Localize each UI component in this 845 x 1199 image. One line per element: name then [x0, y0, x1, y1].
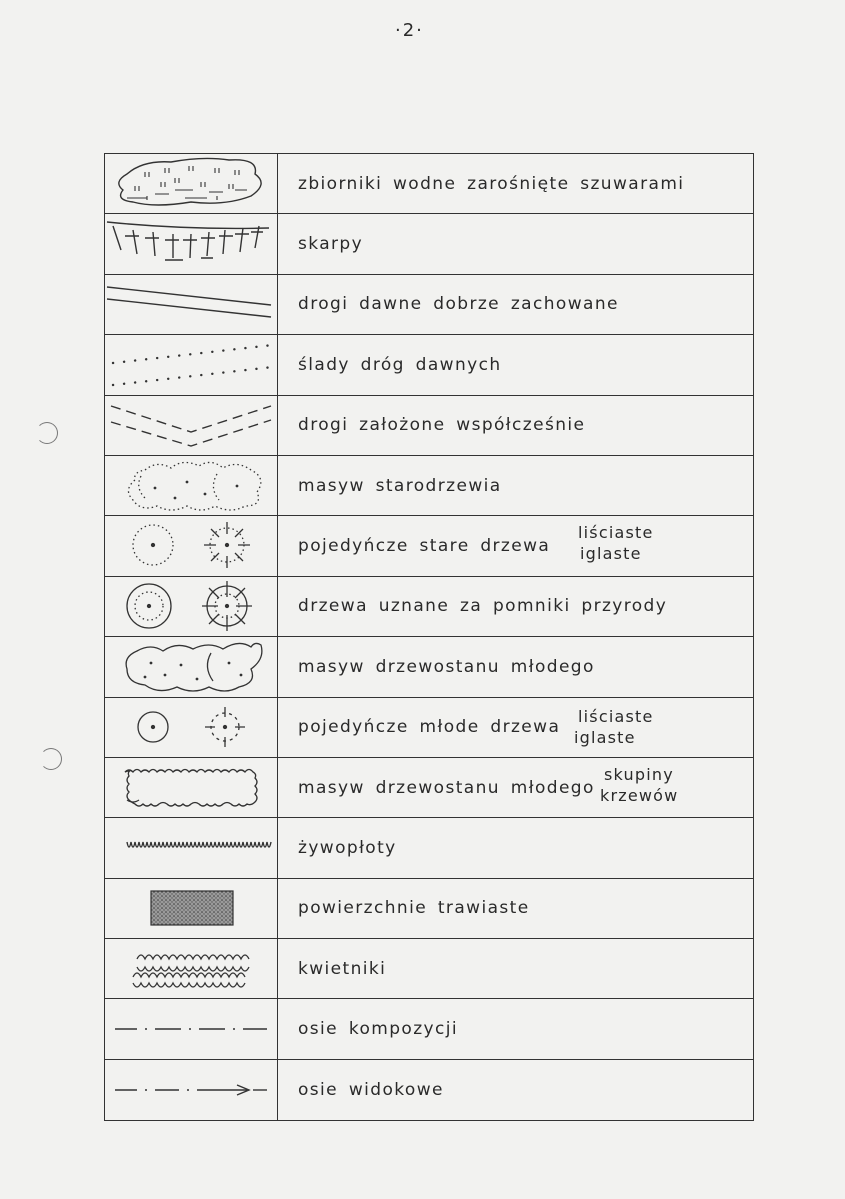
legend-label: drzewa uznane za pomniki przyrody: [298, 596, 668, 617]
modern-road-icon: [105, 396, 277, 454]
single-old-trees-icon: [105, 516, 277, 574]
side-label-groups: skupiny: [604, 764, 674, 784]
legend-symbol: [105, 879, 278, 938]
legend-symbol: [105, 698, 278, 757]
legend-symbol: [105, 154, 278, 213]
legend-label: ślady dróg dawnych: [298, 354, 502, 375]
legend-symbol: [105, 1060, 278, 1120]
legend-label: pojedyńcze stare drzewa: [298, 536, 551, 557]
legend-symbol: [105, 396, 278, 455]
page-number: ·2·: [395, 20, 424, 41]
side-label-shrubs: krzewów: [600, 785, 679, 805]
legend-row: [105, 698, 753, 758]
old-road-preserved-icon: [105, 275, 277, 333]
legend-symbol: [105, 456, 278, 515]
legend-row: [105, 335, 753, 395]
legend-row: [105, 577, 753, 637]
legend-row: [105, 758, 753, 818]
single-young-trees-icon: [105, 698, 277, 756]
legend-symbol: [105, 939, 278, 998]
side-label-deciduous: liściaste: [578, 706, 654, 726]
legend-row: [105, 516, 753, 576]
legend-symbol: [105, 275, 278, 334]
legend-label: skarpy: [298, 234, 364, 255]
legend-row: [105, 879, 753, 939]
flowerbed-icon: [105, 939, 277, 997]
legend-symbol: [105, 335, 278, 394]
embankment-icon: [105, 214, 277, 272]
legend-label: drogi założone współcześnie: [298, 415, 586, 436]
legend-row: [105, 396, 753, 456]
legend-row: [105, 939, 753, 999]
side-label-coniferous: iglaste: [580, 544, 642, 564]
natural-monument-trees-icon: [105, 577, 277, 635]
legend-label: masyw starodrzewia: [298, 475, 502, 496]
punch-hole-mark: [40, 748, 62, 770]
legend-row: [105, 818, 753, 878]
reed-water-icon: [105, 154, 277, 212]
legend-label: zbiorniki wodne zarośnięte szuwarami: [298, 173, 685, 194]
hedge-icon: [105, 818, 277, 876]
side-label-coniferous: iglaste: [574, 727, 636, 747]
legend-row: [105, 275, 753, 335]
legend-row: [105, 999, 753, 1059]
legend-symbol: [105, 214, 278, 273]
legend-label: masyw drzewostanu młodego: [298, 656, 595, 677]
legend-row: [105, 456, 753, 516]
old-road-traces-icon: [105, 335, 277, 393]
legend-symbol: [105, 577, 278, 636]
lawn-icon: [105, 879, 277, 937]
legend-symbol: [105, 637, 278, 696]
legend-label: kwietniki: [298, 958, 387, 979]
legend-symbol: [105, 818, 278, 877]
legend-row: [105, 154, 753, 214]
punch-hole-mark: [36, 422, 58, 444]
shrub-group-icon: [105, 758, 277, 816]
legend-symbol: [105, 758, 278, 817]
legend-label: żywopłoty: [298, 837, 397, 858]
view-axis-icon: [105, 1060, 277, 1118]
side-label-deciduous: liściaste: [578, 523, 654, 543]
legend-label: drogi dawne dobrze zachowane: [298, 294, 619, 315]
legend-label: masyw drzewostanu młodego: [298, 777, 595, 798]
legend-row: [105, 1060, 753, 1120]
legend-symbol: [105, 516, 278, 575]
legend-row: [105, 637, 753, 697]
legend-label: osie kompozycji: [298, 1019, 459, 1040]
old-tree-mass-icon: [105, 456, 277, 514]
legend-symbol: [105, 999, 278, 1058]
legend-label: powierzchnie trawiaste: [298, 898, 530, 919]
legend-table: [104, 153, 754, 1121]
young-tree-mass-icon: [105, 637, 277, 695]
composition-axis-icon: [105, 999, 277, 1057]
legend-label: pojedyńcze młode drzewa: [298, 717, 561, 738]
legend-label: osie widokowe: [298, 1080, 444, 1101]
legend-row: [105, 214, 753, 274]
